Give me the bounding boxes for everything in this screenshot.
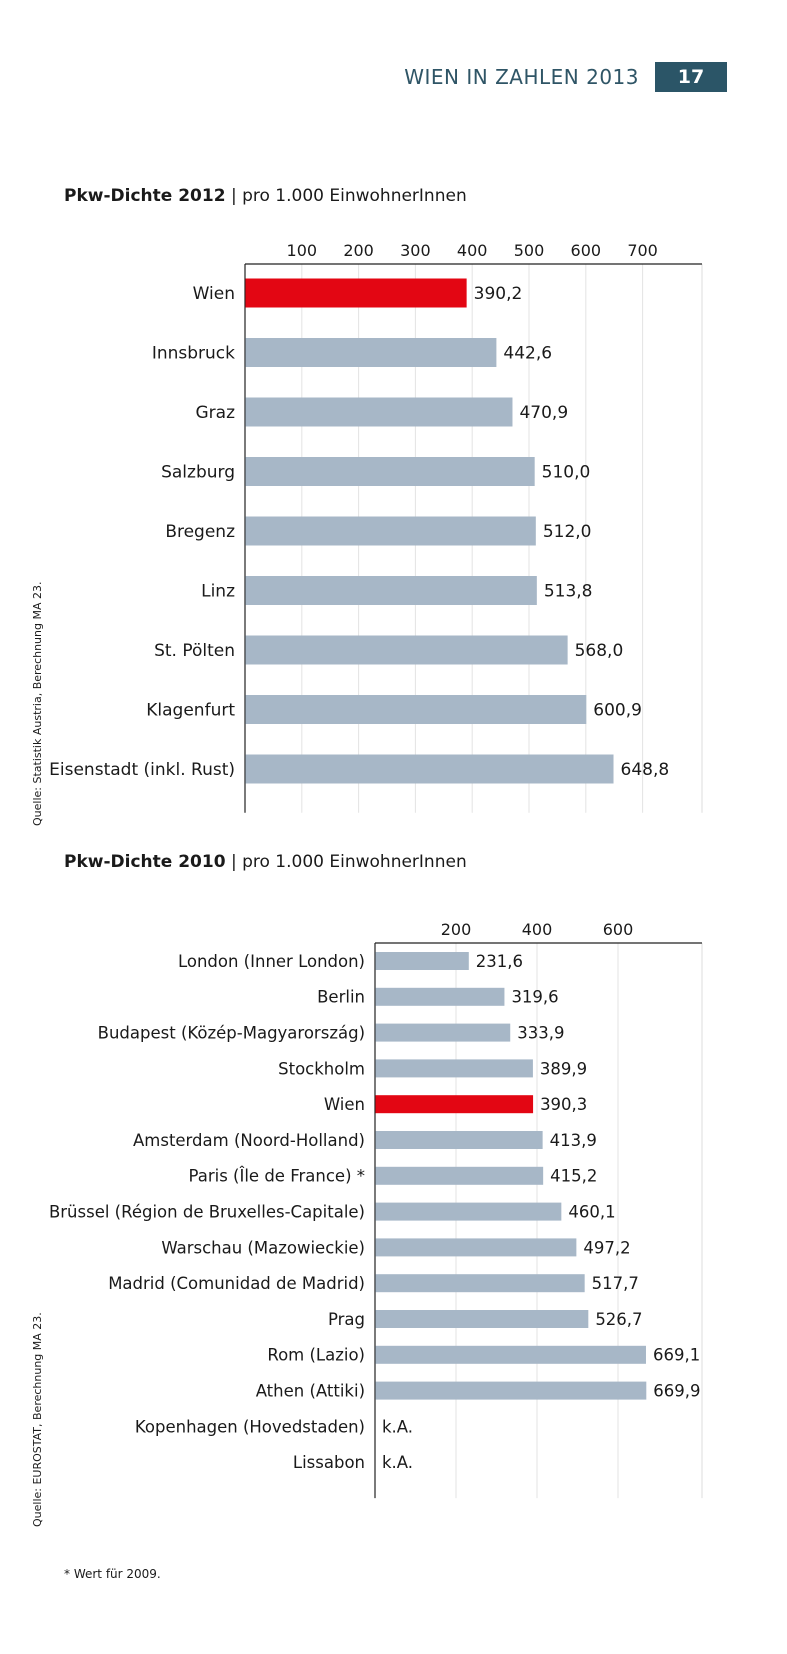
- chart1-title-bold: Pkw-Dichte 2012: [64, 186, 226, 206]
- chart1-tick-label-4: 500: [513, 241, 545, 260]
- chart2-bar-9: [376, 1274, 585, 1292]
- chart2-value-label-9: 517,7: [591, 1274, 639, 1294]
- chart2-category-label-9: Madrid (Comunidad de Madrid): [108, 1274, 365, 1294]
- chart2-value-label-14: k.A.: [382, 1453, 414, 1473]
- chart2-category-label-12: Athen (Attiki): [255, 1381, 365, 1401]
- chart2-bar-12: [376, 1382, 647, 1400]
- chart1-tick-label-0: 100: [286, 241, 318, 260]
- footnote: * Wert für 2009.: [64, 1567, 161, 1581]
- chart2-tick-label-2: 600: [602, 920, 634, 939]
- chart1-value-label-7: 600,9: [593, 700, 642, 721]
- chart2-category-label-7: Brüssel (Région de Bruxelles-Capitale): [48, 1202, 365, 1222]
- chart2-bar-0: [376, 952, 469, 970]
- chart2-category-label-13: Kopenhagen (Hovedstaden): [134, 1417, 365, 1437]
- chart2-category-label-14: Lissabon: [292, 1453, 365, 1473]
- page-number: 17: [655, 62, 727, 92]
- chart2-category-label-8: Warschau (Mazowieckie): [161, 1238, 365, 1258]
- chart2-title-bold: Pkw-Dichte 2010: [64, 852, 226, 872]
- chart2-title-rest: pro 1.000 EinwohnerInnen: [242, 852, 467, 872]
- chart2-category-label-3: Stockholm: [278, 1059, 365, 1079]
- chart2-category-label-5: Amsterdam (Noord-Holland): [132, 1130, 365, 1150]
- chart1-value-label-5: 513,8: [543, 581, 593, 602]
- chart1-title-rest: pro 1.000 EinwohnerInnen: [242, 186, 467, 206]
- chart1-tick-label-3: 400: [456, 241, 488, 260]
- chart1-tick-label-1: 200: [343, 241, 374, 260]
- chart2-tick-label-1: 400: [521, 920, 553, 939]
- chart1-value-label-3: 510,0: [541, 462, 591, 483]
- chart2-category-label-1: Berlin: [317, 987, 365, 1007]
- chart2-source: Quelle: EUROSTAT, Berechnung MA 23.: [31, 1312, 44, 1527]
- chart2-bar-3: [376, 1059, 533, 1077]
- chart1-category-label-5: Linz: [201, 581, 235, 602]
- chart1-value-label-8: 648,8: [620, 760, 670, 781]
- publication-title: WIEN IN ZAHLEN 2013: [404, 65, 639, 89]
- chart1-category-label-2: Graz: [195, 403, 235, 424]
- chart1-title-separator: |: [230, 186, 237, 206]
- chart1-value-label-6: 568,0: [574, 641, 624, 662]
- chart1-category-label-6: St. Pölten: [154, 641, 235, 662]
- chart1-category-label-0: Wien: [192, 284, 235, 305]
- chart2-bar-6: [376, 1167, 544, 1185]
- chart2-bar-11: [376, 1346, 646, 1364]
- chart2-value-label-0: 231,6: [475, 951, 524, 971]
- chart2-value-label-7: 460,1: [568, 1202, 616, 1222]
- chart2-bar-4: [376, 1095, 534, 1113]
- chart2-value-label-6: 415,2: [550, 1166, 598, 1186]
- chart2-bar-8: [376, 1238, 577, 1256]
- chart1-value-label-1: 442,6: [503, 343, 553, 364]
- chart1-tick-label-5: 600: [570, 241, 602, 260]
- chart2-bar-2: [376, 1024, 511, 1042]
- chart2-value-label-4: 390,3: [540, 1095, 588, 1115]
- chart2-value-label-12: 669,9: [653, 1381, 701, 1401]
- chart2-category-label-2: Budapest (Közép-Magyarország): [97, 1023, 365, 1043]
- chart2-value-label-11: 669,1: [652, 1345, 701, 1365]
- chart2-value-label-2: 333,9: [517, 1023, 565, 1043]
- chart2-value-label-8: 497,2: [583, 1238, 631, 1258]
- chart2-category-label-0: London (Inner London): [177, 951, 365, 971]
- chart1-category-label-1: Innsbruck: [151, 343, 235, 364]
- chart1-tick-label-6: 700: [627, 241, 658, 260]
- chart2-value-label-10: 526,7: [595, 1309, 643, 1329]
- chart2-value-label-1: 319,6: [511, 987, 559, 1007]
- chart1-category-label-3: Salzburg: [161, 462, 235, 483]
- chart1-source: Quelle: Statistik Austria, Berechnung MA 23.: [31, 581, 44, 826]
- chart2-category-label-4: Wien: [323, 1095, 365, 1115]
- chart1-value-label-2: 470,9: [519, 403, 569, 424]
- chart1-category-label-7: Klagenfurt: [146, 700, 235, 721]
- chart2-category-label-10: Prag: [327, 1309, 365, 1329]
- chart2-value-label-5: 413,9: [549, 1130, 597, 1150]
- chart2-value-label-13: k.A.: [382, 1417, 414, 1437]
- chart2-bar-5: [376, 1131, 543, 1149]
- chart2-bar-10: [376, 1310, 589, 1328]
- chart2-title-separator: |: [230, 852, 237, 872]
- chart2-bar-7: [376, 1203, 562, 1221]
- chart1-tick-label-2: 300: [400, 241, 431, 260]
- chart2-category-label-6: Paris (Île de France) *: [188, 1166, 365, 1186]
- chart1-category-label-4: Bregenz: [165, 522, 235, 543]
- chart1-value-label-4: 512,0: [542, 522, 592, 543]
- chart2-value-label-3: 389,9: [539, 1059, 588, 1079]
- chart2-bar-1: [376, 988, 505, 1006]
- chart1-value-label-0: 390,2: [473, 284, 523, 305]
- chart1-category-label-8: Eisenstadt (inkl. Rust): [49, 760, 235, 781]
- chart2-category-label-11: Rom (Lazio): [267, 1345, 365, 1365]
- chart2-tick-label-0: 200: [440, 920, 472, 939]
